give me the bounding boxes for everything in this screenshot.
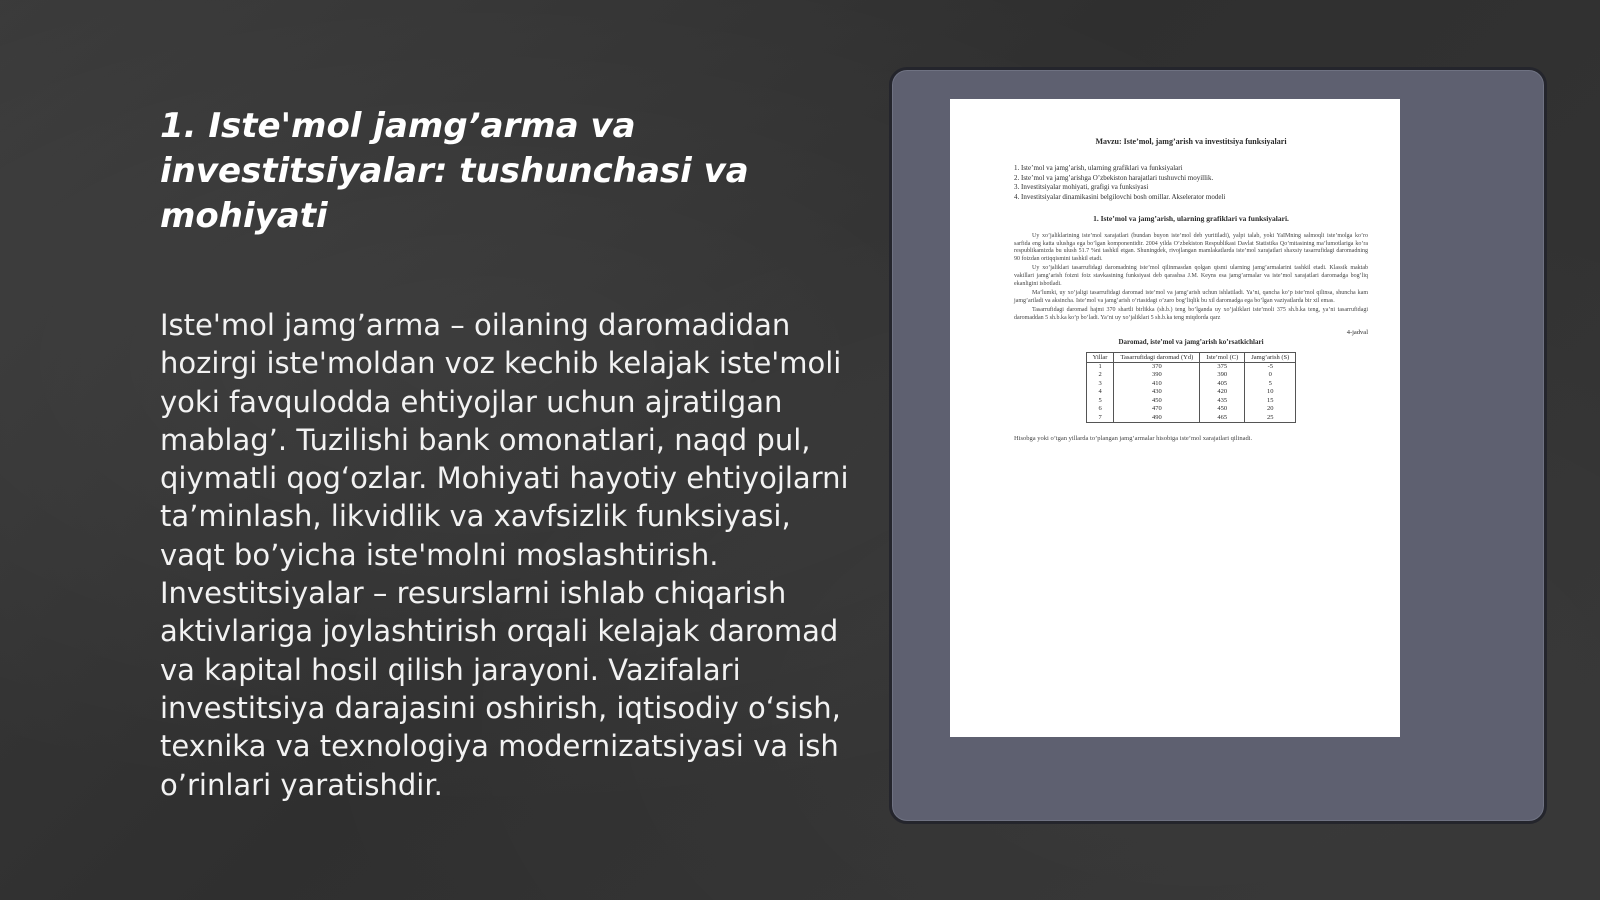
table-cell: 5 — [1086, 397, 1114, 406]
table-cell: 390 — [1114, 371, 1200, 380]
table-cell: 20 — [1245, 405, 1296, 414]
document-section-heading: 1. Iste’mol va jamg’arish, ularning grafiklari va funksiyalari. — [1093, 214, 1289, 223]
table-cell: 7 — [1086, 414, 1114, 423]
table-row — [1086, 405, 1296, 414]
table-cell: 4 — [1086, 388, 1114, 397]
document-paragraph: Ma’lumki, uy xo’jaligi tasarrufidagi daromad iste’mol va jamg’arish uchun ishlatiladi. Ya’ni, qancha ko’p iste’mol qilinsa, shuncha kam jamg’ariladi va aksincha. Iste’mol va jamg’arish o’rtasidagi o’zaro bog’liqlik bu xil daromadga ega bo’lgan vaziyatlarda bir xil emas. — [1014, 290, 1368, 304]
document-title: Mavzu: Iste’mol, jamg’arish va investitsiya funksiyalari — [1095, 137, 1287, 146]
table-reference: 4-jadval — [1346, 328, 1368, 336]
table-row — [1086, 371, 1296, 380]
table-row — [1086, 414, 1296, 423]
table-cell: 3 — [1086, 380, 1114, 389]
table-cell: -5 — [1245, 362, 1296, 371]
table-cell: 465 — [1200, 414, 1245, 423]
table-header-cell: Yillar — [1086, 352, 1114, 362]
slide-title: 1. Iste'mol jamg’arma va investitsiyalar: tushunchasi va mohiyati — [160, 106, 749, 236]
table-caption: Daromad, iste’mol va jamg’arish ko’rsatkichlari — [1118, 337, 1264, 346]
outline-item: 4. Investitsiyalar dinamikasini belgilovchi bosh omillar. Akselerator modeli — [1014, 192, 1226, 201]
outline-item: 2. Iste’mol va jamg’arishga O’zbekiston harajatlari tushuvchi moyillik. — [1014, 173, 1214, 182]
document-image — [950, 99, 1400, 737]
document-outline — [1014, 164, 1368, 202]
document-paragraph: Uy xo’jaliklarining iste’mol xarajatlari (bundan buyon iste’mol deb yuritiladi), yalpi talab, yoki YaIMning salmoqli iste’molga ko’ro sarfida eng katta ulushga ega bo’lgan komponentidir. 2004 yilda O’zbekiston Respublikasi Davlat Statistika Qo’mitasining ma’lumotlariga ko’ra respublikamizda bu ulush 51.7 %ni tashkil etgan. Shuningdek, rivojlangan mamlakatlarda iste’mol xarajatlari shaxsiy tasarrufidagi daromadning 90 foizdan ortiqqismini tashkil etadi. — [1014, 233, 1368, 262]
slide-body-text: Iste'mol jamg’arma – oilaning daromadidan hozirgi iste'moldan voz kechib kelajak iste'moli yoki favqulodda ehtiyojlar uchun ajratilgan mablag’. Tuzilishi bank omonatlari, naqd pul, qiymatli qog‘ozlar. Mohiyati hayotiy ehtiyojlarni ta’minlash, likvidlik va xavfsizlik funksiyasi, vaqt bo’yicha iste'molni moslashtirish. Investitsiyalar – resurslarni ishlab chiqarish aktivlariga joylashtirish orqali kelajak daromad va kapital hosil qilish jarayoni. Vazifalari investitsiya darajasini oshirish, iqtisodiy o‘sish, texnika va texnologiya modernizatsiyasi va ish o’rinlari yaratishdir. — [160, 308, 849, 802]
table-cell: 450 — [1114, 397, 1200, 406]
document-footnote: Hisobga yoki o’tgan yillarda to’plangan jamg’armalar hisobiga iste’mol xarajatlari qilinadi. — [1014, 435, 1253, 443]
table-cell: 10 — [1245, 388, 1296, 397]
table-cell: 370 — [1114, 362, 1200, 371]
table-row — [1086, 380, 1296, 389]
table-header-row — [1086, 352, 1296, 362]
table-row — [1086, 388, 1296, 397]
table-cell: 410 — [1114, 380, 1200, 389]
table-cell: 15 — [1245, 397, 1296, 406]
table-cell: 25 — [1245, 414, 1296, 423]
table-header-cell: Iste’mol (C) — [1200, 352, 1245, 362]
table-cell: 0 — [1245, 371, 1296, 380]
table-header-cell: Jamg’arish (S) — [1245, 352, 1296, 362]
document-paragraph: Tasarrufidagi daromad hajmi 370 shartli birlikka (sh.b.) teng bo’lganda uy xo’jaliklari iste’moli 375 sh.b.ka teng, ya’ni tasarrufidagi daromaddan 5 sh.b.ka ko’p bo’ladi. Ya’ni uy xo’jaliklari 5 sh.b.ka teng miqdorda qarz — [1014, 307, 1368, 321]
table-cell: 420 — [1200, 388, 1245, 397]
table-header-cell: Tasarrufidagi daromad (Yd) — [1114, 352, 1200, 362]
outline-item: 1. Iste’mol va jamg’arish, ularning grafiklari va funksiyalari — [1014, 164, 1183, 172]
table-cell: 2 — [1086, 371, 1114, 380]
table-cell: 435 — [1200, 397, 1245, 406]
table-cell: 490 — [1114, 414, 1200, 423]
data-table — [1086, 352, 1297, 424]
table-cell: 470 — [1114, 405, 1200, 414]
table-cell: 6 — [1086, 405, 1114, 414]
table-cell: 5 — [1245, 380, 1296, 389]
table-cell: 1 — [1086, 362, 1114, 371]
table-row — [1086, 397, 1296, 406]
document-paragraph: Uy xo’jaliklari tasarrufidagi daromadning iste’mol qilinmasdan qolgan qismi ularning jamg’armalarini tashkil etadi. Klassik maktab vakillari jamg’arish foizni foiz stavkasining funksiyasi deb qarashsa J.M. Keyns esa jamg’armalar va iste’mol xarajatlari daromadga bog’liq ekanligini isbotladi. — [1014, 265, 1368, 287]
table-cell: 430 — [1114, 388, 1200, 397]
table-row — [1086, 362, 1296, 371]
table-cell: 390 — [1200, 371, 1245, 380]
outline-item: 3. Investitsiyalar mohiyati, grafigi va funksiyasi — [1014, 183, 1149, 191]
table-cell: 405 — [1200, 380, 1245, 389]
table-cell: 450 — [1200, 405, 1245, 414]
table-cell: 375 — [1200, 362, 1245, 371]
